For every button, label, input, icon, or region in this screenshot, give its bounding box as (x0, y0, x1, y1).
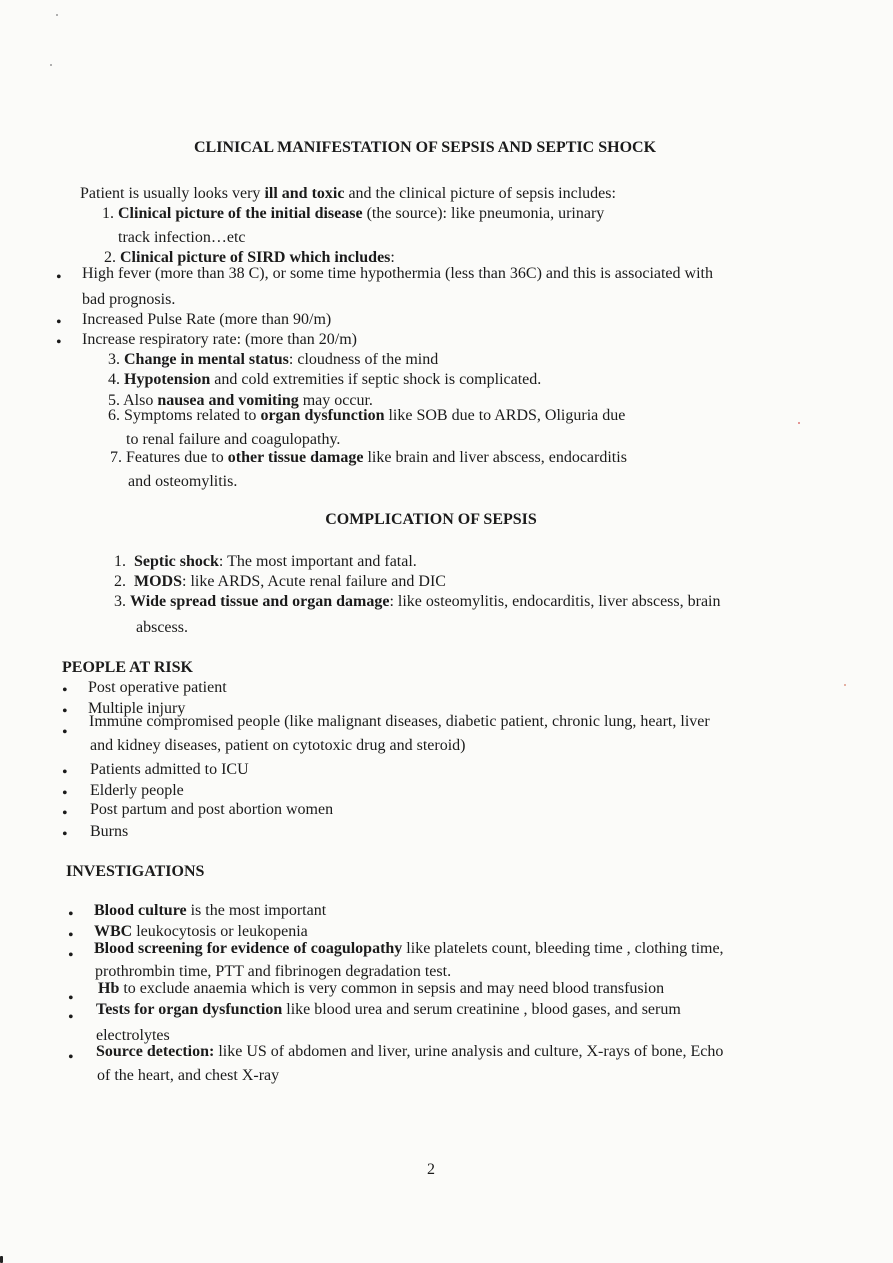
bullet-icon: • (68, 927, 74, 944)
bullet-icon: • (56, 269, 62, 286)
complication-item-1 (114, 552, 417, 572)
intro-text-end: and the clinical picture of sepsis includes: (344, 185, 616, 202)
intro-bold-text: ill and toxic (264, 185, 345, 202)
item-bold-text: Hypotension (124, 371, 211, 388)
bullet-icon: • (68, 990, 74, 1007)
investigation-item-6-cont: of the heart, and chest X-ray (97, 1067, 280, 1084)
manifestation-item-7-cont: and osteomylitis. (128, 473, 238, 490)
risk-item-7: Burns (90, 823, 129, 840)
investigation-item-5 (96, 1000, 681, 1020)
item-number: 2. (104, 249, 116, 266)
item-number: 6. (108, 407, 120, 424)
page-title: CLINICAL MANIFESTATION OF SEPSIS AND SEPTIC SHOCK (193, 139, 657, 156)
investigation-item-4 (98, 979, 664, 999)
sird-bullet-2: Increased Pulse Rate (more than 90/m) (82, 311, 332, 328)
bullet-icon: • (62, 764, 68, 781)
risk-item-1: Post operative patient (88, 679, 227, 696)
investigations-heading: INVESTIGATIONS (66, 863, 205, 880)
item-number: 3. (108, 351, 120, 368)
complication-item-2 (114, 572, 446, 592)
item-text: to exclude anaemia which is very common in sepsis and may need blood transfusion (119, 980, 665, 997)
scan-speck (0, 1256, 3, 1263)
bullet-icon: • (62, 724, 68, 741)
item-bold-text: MODS (134, 573, 182, 590)
item-text: and cold extremities if septic shock is complicated. (210, 371, 542, 388)
risk-item-2: Multiple injury (88, 700, 186, 717)
scan-speck (50, 64, 52, 66)
bullet-icon: • (56, 334, 62, 351)
scan-speck (844, 684, 846, 686)
item-text: : cloudness of the mind (288, 351, 439, 368)
item-text: like brain and liver abscess, endocarditis (363, 449, 627, 466)
item-text: like SOB due to ARDS, Oliguria due (384, 407, 626, 424)
item-number: 1. (102, 205, 114, 222)
sird-bullet-1-cont: bad prognosis. (82, 291, 176, 308)
complication-item-3 (114, 592, 721, 612)
item-bold-text: nausea and vomiting (157, 392, 299, 409)
item-text: Features due to (126, 449, 228, 466)
bullet-icon: • (62, 785, 68, 802)
bullet-icon: • (68, 1009, 74, 1026)
manifestation-item-1-cont: track infection…etc (118, 229, 246, 246)
risk-heading: PEOPLE AT RISK (62, 659, 193, 676)
bullet-icon: • (56, 314, 62, 331)
risk-item-3: Immune compromised people (like malignant diseases, diabetic patient, chronic lung, heart, liver (89, 713, 710, 730)
item-number: 1. (114, 553, 126, 570)
intro-paragraph (80, 184, 616, 204)
scan-speck (56, 14, 58, 16)
complication-heading: COMPLICATION OF SEPSIS (325, 511, 537, 528)
item-number: 3. (114, 593, 126, 610)
item-bold-text: Septic shock (134, 553, 219, 570)
manifestation-item-4 (108, 370, 541, 390)
item-text: is the most important (186, 902, 327, 919)
item-text: : like osteomylitis, endocarditis, liver abscess, brain (389, 593, 721, 610)
bullet-icon: • (68, 906, 74, 923)
item-bold-text: other tissue damage (227, 449, 364, 466)
item-text: Symptoms related to (124, 407, 261, 424)
item-text: leukocytosis or leukopenia (132, 923, 308, 940)
item-number: 5. (108, 392, 120, 409)
item-text: : like ARDS, Acute renal failure and DIC (182, 573, 446, 590)
item-bold-text: WBC (94, 923, 133, 940)
item-number: 7. (110, 449, 122, 466)
bullet-icon: • (62, 826, 68, 843)
manifestation-item-6 (108, 406, 625, 426)
risk-item-6: Post partum and post abortion women (90, 801, 334, 818)
item-bold-text: Source detection: (96, 1043, 215, 1060)
intro-text: Patient is usually looks very (80, 185, 265, 202)
manifestation-item-1 (102, 204, 604, 224)
item-text: : The most important and fatal. (218, 553, 417, 570)
item-text: (the source): like pneumonia, urinary (362, 205, 605, 222)
item-text: Also (123, 392, 158, 409)
investigation-item-3-cont: prothrombin time, PTT and fibrinogen degradation test. (95, 963, 452, 980)
risk-item-4: Patients admitted to ICU (90, 761, 249, 778)
item-text: like platelets count, bleeding time , clothing time, (402, 940, 724, 957)
risk-item-3-cont: and kidney diseases, patient on cytotoxic drug and steroid) (90, 737, 466, 754)
item-bold-text: organ dysfunction (260, 407, 385, 424)
item-bold-text: Clinical picture of SIRD which includes (120, 249, 391, 266)
item-bold-text: Wide spread tissue and organ damage (130, 593, 390, 610)
investigation-item-3 (94, 939, 724, 959)
manifestation-item-6-cont: to renal failure and coagulopathy. (126, 431, 341, 448)
page-number: 2 (427, 1161, 435, 1178)
item-number: 2. (114, 573, 126, 590)
item-text: like US of abdomen and liver, urine analysis and culture, X-rays of bone, Echo (214, 1043, 724, 1060)
item-bold-text: Blood screening for evidence of coagulopathy (94, 940, 403, 957)
bullet-icon: • (62, 682, 68, 699)
item-bold-text: Change in mental status (124, 351, 289, 368)
sird-bullet-1: High fever (more than 38 C), or some time hypothermia (less than 36C) and this is associated with (82, 265, 713, 282)
investigation-item-5-cont: electrolytes (96, 1027, 170, 1044)
bullet-icon: • (68, 947, 74, 964)
item-text: may occur. (298, 392, 373, 409)
item-bold-text: Blood culture (94, 902, 187, 919)
item-number: 4. (108, 371, 120, 388)
bullet-icon: • (62, 805, 68, 822)
investigation-item-6 (96, 1042, 723, 1062)
scan-speck (798, 422, 800, 424)
bullet-icon: • (68, 1049, 74, 1066)
item-text: : (390, 249, 395, 266)
investigation-item-1 (94, 901, 326, 921)
risk-item-5: Elderly people (90, 782, 184, 799)
manifestation-item-3 (108, 350, 438, 370)
item-bold-text: Hb (98, 980, 120, 997)
item-text: like blood urea and serum creatinine , blood gases, and serum (282, 1001, 681, 1018)
manifestation-item-7 (110, 448, 627, 468)
item-bold-text: Clinical picture of the initial disease (118, 205, 363, 222)
bullet-icon: • (62, 703, 68, 720)
item-bold-text: Tests for organ dysfunction (96, 1001, 283, 1018)
complication-item-3-cont: abscess. (136, 619, 188, 636)
sird-bullet-3: Increase respiratory rate: (more than 20/m) (82, 331, 357, 348)
